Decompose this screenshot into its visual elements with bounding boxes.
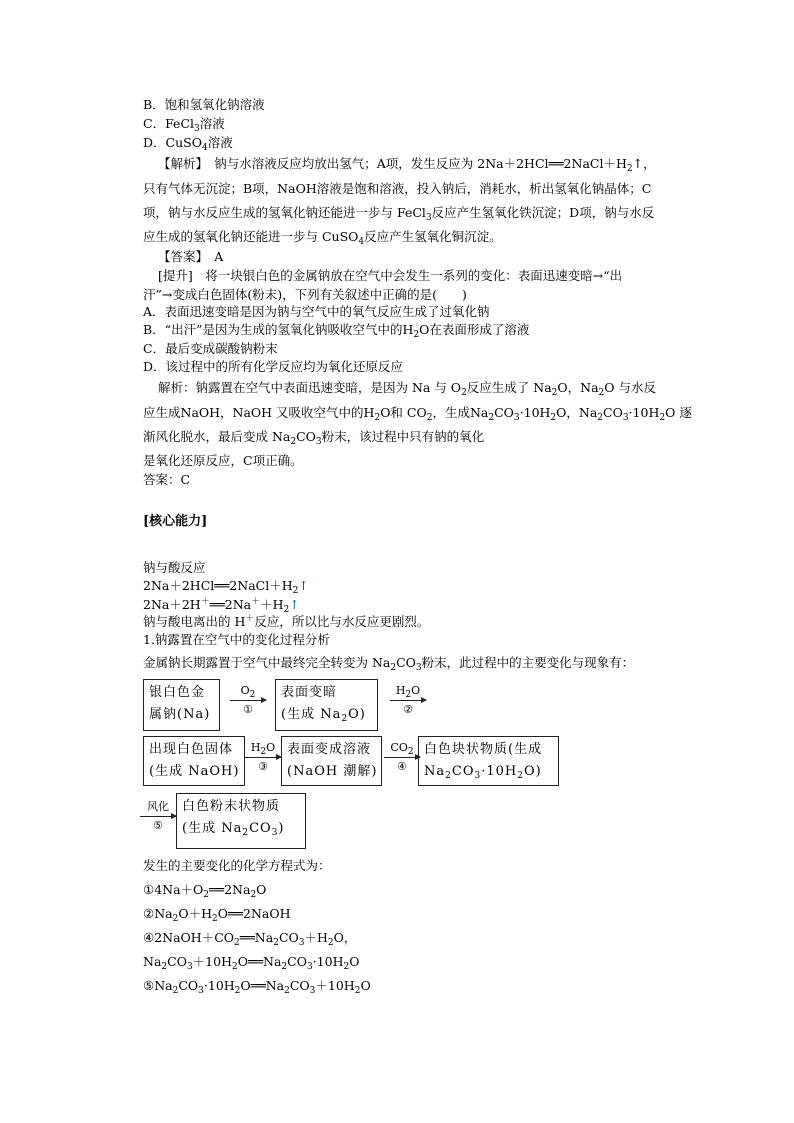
q2-analysis-line1: 解析：钠露置在空气中表面迅速变暗，是因为 Na 与 $O_2$反应生成了 $Na_2O$，$Na_2O$ 与水反	[158, 380, 657, 398]
q2-option-b: B．“出汗”是因为生成的氢氧化钠吸收空气中的$H_2O$在表面形成了溶液	[143, 322, 530, 340]
q2-option-d: D．该过程中的所有化学反应均为氧化还原反应	[143, 359, 404, 374]
flow-box-sodium: 银白色金 属钠(Na)	[143, 679, 220, 731]
acid-equation-1: $2Na+2HCl══2NaCl+H_2↑$	[143, 578, 309, 596]
flow-arrow-4: $CO_2$ ④	[384, 741, 420, 774]
equation-4: $④2NaOH+CO_2══Na_2CO_3+H_2O$，	[143, 930, 357, 948]
q2-stem-line1: [提升] 将一块银白色的金属钠放在空气中会发生一系列的变化：表面迅速变暗→“出	[158, 268, 623, 283]
q1-option-c: C．FeCl$_3$溶液	[143, 116, 225, 134]
q1-analysis-line4: 应生成的氢氧化钠还能进一步与 CuSO$_4$反应产生氢氧化铜沉淀。	[143, 229, 502, 247]
flow-arrow-5: 风化 ⑤	[140, 800, 176, 833]
q1-option-b: B．饱和氢氧化钠溶液	[143, 97, 265, 112]
q1-analysis-line2: 只有气体无沉淀；B项，NaOH溶液是饱和溶液，投入钠后，消耗水，析出氢氧化钠晶体；C	[143, 181, 652, 196]
flow-box-white-solid: 出现白色固体 (生成 NaOH)	[143, 736, 245, 786]
flow-box-solution: 表面变成溶液 (NaOH 潮解)	[281, 736, 382, 786]
flow-arrow-3: $H_2O$ ③	[245, 741, 281, 774]
acid-note: 钠与酸电离出的 H＋反应，所以比与水反应更剧烈。	[143, 614, 430, 629]
equation-2: $②Na_2O+H_2O══2NaOH$	[143, 906, 291, 924]
q1-analysis-line3: 项，钠与水反应生成的氢氧化钠还能进一步与 FeCl$_3$反应产生氢氧化铁沉淀；D项，钠与水反	[143, 205, 655, 223]
flow-box-crystal: 白色块状物质(生成 $Na_2CO_3\cdot 10H_2O$)	[418, 736, 559, 786]
flow-intro: 金属钠长期露置于空气中最终完全转变为 $Na_2CO_3$粉末，此过程中的主要变化与现象有：	[143, 655, 635, 673]
q2-option-c: C．最后变成碳酸钠粉末	[143, 341, 278, 356]
subsection-title: 1.钠露置在空气中的变化过程分析	[143, 632, 330, 647]
acid-title: 钠与酸反应	[143, 560, 206, 575]
q2-answer: 答案：C	[143, 472, 191, 487]
q2-analysis-line4: 是氧化还原反应，C项正确。	[143, 453, 303, 468]
q1-option-d: D．CuSO$_4$溶液	[143, 135, 233, 153]
flow-box-powder: 白色粉末状物质 (生成 $Na_2CO_3$)	[176, 793, 306, 849]
equation-1: $①4Na+O_2══2Na_2O$	[143, 882, 267, 900]
acid-equation-2: $2Na+2H^+══2Na^++H_2↑$	[143, 597, 300, 615]
q2-stem-line2: 汗”→变成白色固体(粉末)，下列有关叙述中正确的是( )	[143, 287, 467, 302]
flow-box-darken: 表面变暗 (生成 $Na_2O$)	[275, 679, 378, 731]
q2-analysis-line2: 应生成NaOH，NaOH 又吸收空气中的$H_2O$和 $CO_2$，生成$Na_2CO_3\cdot 10H_2O$，$Na_2CO_3\cdot 10H_2O$ 逐	[143, 405, 692, 423]
equations-title: 发生的主要变化的化学方程式为：	[143, 858, 331, 873]
flow-arrow-2: $H_2O$ ②	[390, 684, 426, 717]
q2-option-a: A．表面迅速变暗是因为钠与空气中的氧气反应生成了过氧化钠	[143, 304, 490, 319]
q1-analysis-line1: 【解析】 钠与水溶液反应均放出氢气；A项，发生反应为 $2Na+2HCl══2NaCl+H_2↑$，	[158, 156, 656, 174]
flow-arrow-1: $O_2$ ①	[230, 684, 266, 717]
equation-5: $⑤Na_2CO_3\cdot 10H_2O══Na_2CO_3+10H_2O$	[143, 978, 371, 996]
q1-answer: 【答案】 A	[158, 249, 224, 264]
q2-analysis-line3: 渐风化脱水，最后变成 $Na_2CO_3$粉末，该过程中只有钠的氧化	[143, 429, 485, 447]
section-title: [核心能力]	[143, 514, 208, 529]
equation-4b: $Na_2CO_3+10H_2O══Na_2CO_3\cdot 10H_2O$	[143, 954, 360, 972]
